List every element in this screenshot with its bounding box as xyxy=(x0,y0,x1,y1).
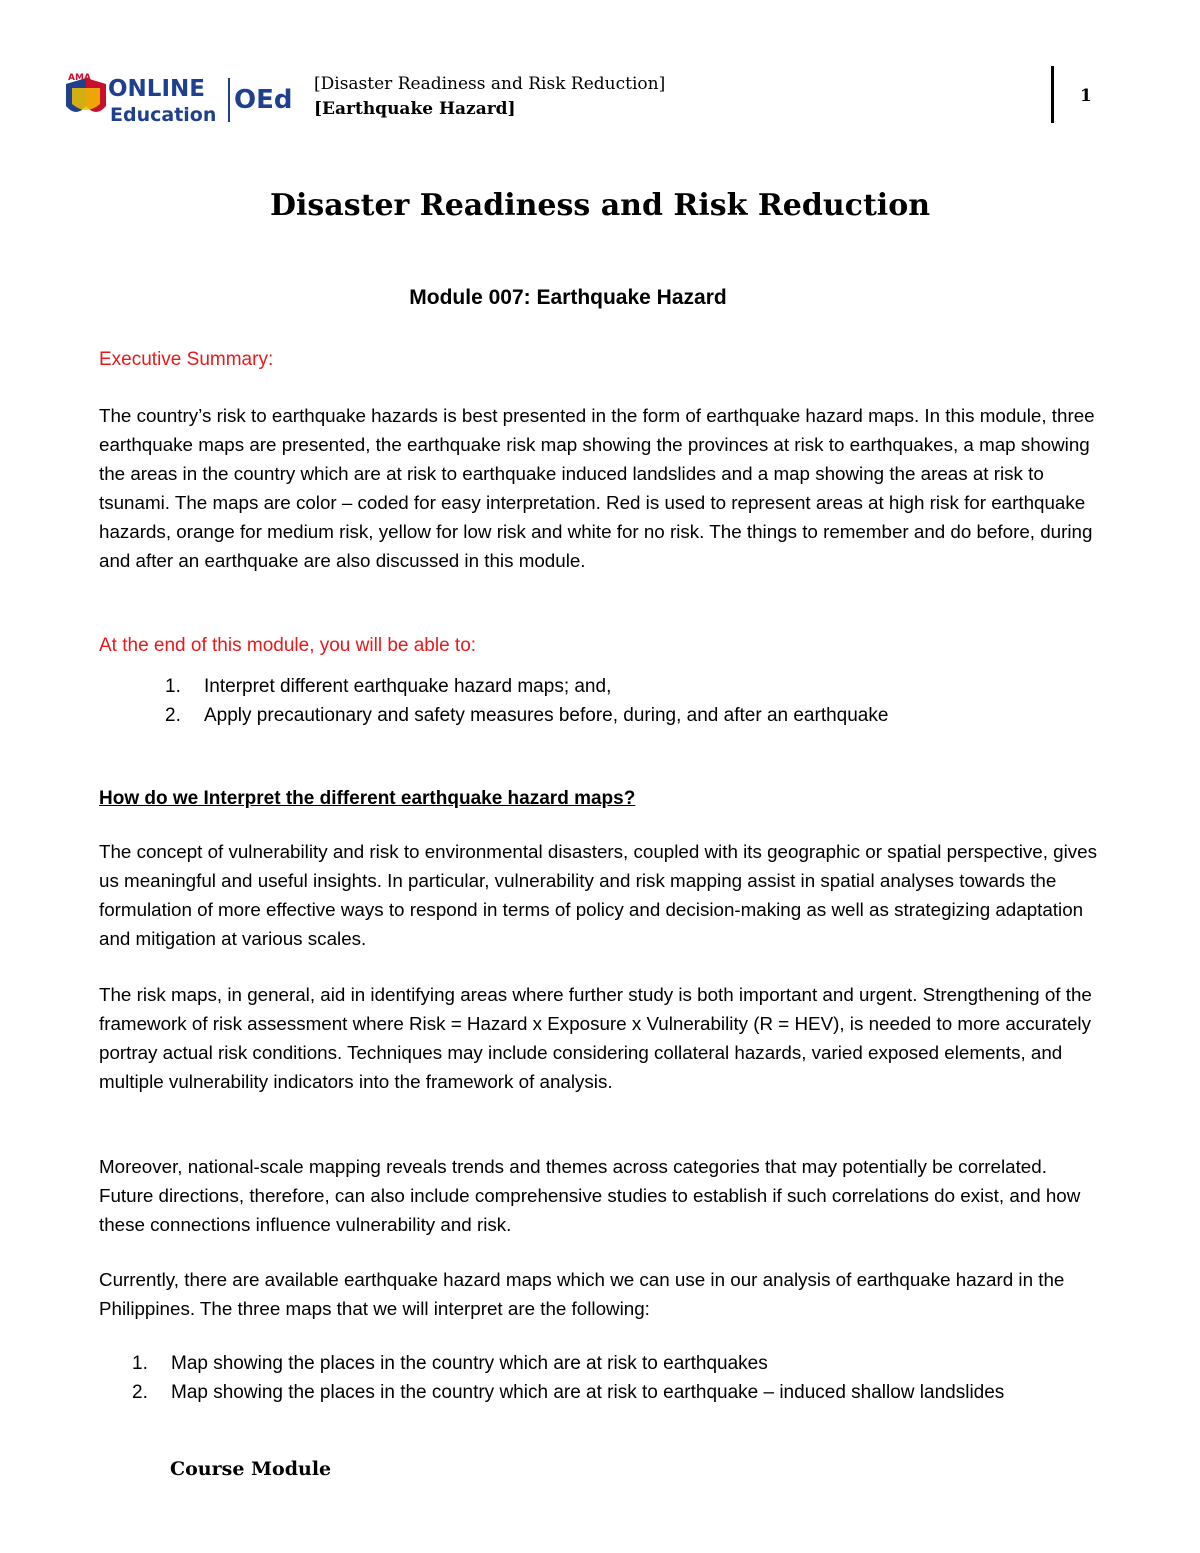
list-item-text: Map showing the places in the country which are at risk to earthquake – induced shallow landslides xyxy=(171,1382,1005,1403)
list-item xyxy=(165,672,1105,701)
objectives-label: At the end of this module, you will be able to: xyxy=(99,635,477,656)
document-title: Disaster Readiness and Risk Reduction xyxy=(269,188,931,223)
logo-oed-text: OEd xyxy=(234,85,293,115)
header-course-title: [Disaster Readiness and Risk Reduction] xyxy=(314,74,666,94)
logo-online-text: ONLINE xyxy=(108,76,205,102)
body-paragraph: The concept of vulnerability and risk to environmental disasters, coupled with its geographic or spatial perspective, gives us meaningful and useful insights. In particular, vulnerability and risk mapping assist in spatial analyses towards the formulation of more effective ways to respond in terms of policy and decision-making as well as strategizing adaptation and mitigation at various scales. xyxy=(99,841,1098,949)
executive-summary-label: Executive Summary: xyxy=(99,349,274,370)
objectives-list xyxy=(165,672,1105,730)
list-item-text: Apply precautionary and safety measures before, during, and after an earthquake xyxy=(204,705,889,726)
list-item-number: 1. xyxy=(165,676,181,697)
list-item xyxy=(132,1378,1072,1407)
header-topic-title: [Earthquake Hazard] xyxy=(314,99,516,119)
body-paragraph: Currently, there are available earthquake hazard maps which we can use in our analysis of earthquake hazard in the Philippines. The three maps that we will interpret are the following: xyxy=(99,1269,1065,1319)
list-item-text: Map showing the places in the country which are at risk to earthquakes xyxy=(171,1353,768,1374)
list-item xyxy=(132,1349,1072,1378)
list-item-number: 2. xyxy=(165,705,181,726)
maps-list xyxy=(132,1349,1072,1407)
body-paragraph: The risk maps, in general, aid in identifying areas where further study is both important and urgent. Strengthening of the framework of risk assessment where Risk = Hazard x Exposure x Vulnerability (R = HEV), is needed to more accurately portray actual risk conditions. Techniques may include considering collateral hazards, varied exposed elements, and multiple vulnerability indicators into the framework of analysis. xyxy=(99,984,1092,1092)
logo-education-text: Education xyxy=(110,104,217,126)
list-item-number: 1. xyxy=(132,1353,148,1374)
section-heading: How do we Interpret the different earthquake hazard maps? xyxy=(99,788,636,809)
online-education-logo xyxy=(62,72,302,126)
executive-summary-paragraph: The country’s risk to earthquake hazards is best presented in the form of earthquake hazard maps. In this module, three earthquake maps are presented, the earthquake risk map showing the provinces at risk to earthquakes, a map showing the areas in the country which are at risk to earthquake induced landslides and a map showing the areas at risk to tsunami. The maps are color – coded for easy interpretation. Red is used to represent areas at high risk for earthquake hazards, orange for medium risk, yellow for low risk and white for no risk. The things to remember and do before, during and after an earthquake are also discussed in this module. xyxy=(99,405,1095,571)
module-title: Module 007: Earthquake Hazard xyxy=(409,286,727,309)
header-divider xyxy=(1051,66,1054,123)
logo-ama-text: AMA xyxy=(68,73,91,83)
footer-course-module: Course Module xyxy=(170,1458,332,1480)
list-item-number: 2. xyxy=(132,1382,148,1403)
body-paragraph: Moreover, national-scale mapping reveals trends and themes across categories that may potentially be correlated. Future directions, therefore, can also include comprehensive studies to establish if such correlations do exist, and how these connections influence vulnerability and risk. xyxy=(99,1156,1081,1235)
page-number: 1 xyxy=(1080,86,1092,106)
list-item-text: Interpret different earthquake hazard maps; and, xyxy=(204,676,612,697)
list-item xyxy=(165,701,1105,730)
